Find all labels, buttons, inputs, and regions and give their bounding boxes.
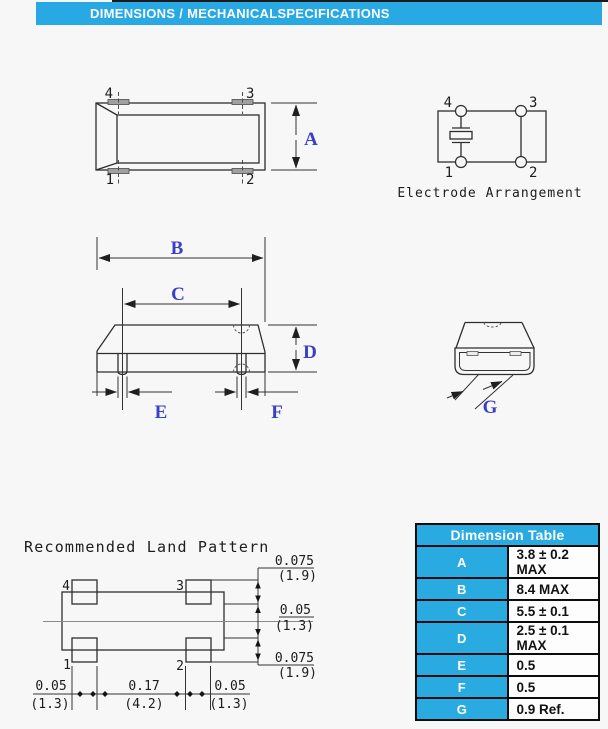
row-value: 0.5 [508,676,600,698]
table-row [416,698,599,720]
electrode-pin-3: 3 [529,95,538,111]
top-view-pin-1: 1 [105,172,114,188]
row-letter: F [416,676,508,698]
table-row [416,578,599,600]
row-letter: E [416,654,508,676]
table-row [416,622,599,654]
crystal-symbol [450,132,472,140]
electrode-arrangement-caption: Electrode Arrangement [397,186,583,201]
bottom-dim-0-inch: 0.05 [35,679,67,694]
land-pattern-drawing [24,538,317,712]
side-view-drawing [92,237,317,423]
row-value: 3.8 ± 0.2 MAX [508,546,600,578]
bottom-dim-0-mm: (1.3) [30,697,70,712]
row-value: 0.5 [508,654,600,676]
table-row [416,600,599,622]
row-letter: G [416,698,508,720]
top-view-pin-4: 4 [104,86,113,102]
right-dim-0-inch: 0.075 [274,554,314,569]
row-letter: B [416,578,508,600]
land-pin-3: 3 [176,579,184,594]
bottom-dim-2-mm: (1.3) [209,697,249,712]
top-view-pin-3: 3 [246,86,255,102]
row-letter: C [416,600,508,622]
bottom-dim-2-inch: 0.05 [214,679,246,694]
dimension-table-title: Dimension Table [416,524,599,546]
dimension-table [415,523,600,721]
electrode-pin-1: 1 [444,165,453,181]
table-header-row [416,524,599,546]
land-pin-4: 4 [62,579,70,594]
right-dim-1-mm: (1.3) [274,619,314,634]
top-view-drawing [96,86,318,188]
row-value: 8.4 MAX [508,578,600,600]
electrode-pin-4: 4 [443,95,452,111]
row-value: 0.9 Ref. [508,698,600,720]
bottom-perspective-drawing [447,323,534,419]
right-dim-1-inch: 0.05 [279,603,311,618]
dim-label-g: G [482,397,498,418]
land-pin-1: 1 [63,658,71,673]
dim-label-d: D [303,342,317,363]
row-letter: A [416,546,508,578]
land-pattern-title: Recommended Land Pattern [24,538,270,556]
section-title: DIMENSIONS / MECHANICALSPECIFICATIONS [90,6,390,21]
dim-label-b: B [170,238,184,259]
bottom-dim-1-inch: 0.17 [128,679,160,694]
electrode-arrangement-drawing [397,95,582,201]
top-view-pin-2: 2 [246,172,255,188]
bottom-dim-1-mm: (4.2) [124,697,164,712]
dim-label-a: A [304,129,318,150]
land-pin-2: 2 [176,659,184,674]
right-dim-2-mm: (1.9) [277,666,317,681]
right-dim-2-inch: 0.075 [274,651,314,666]
row-value: 5.5 ± 0.1 [508,600,600,622]
dim-label-c: C [171,284,185,305]
right-dim-0-mm: (1.9) [277,569,317,584]
table-row [416,676,599,698]
electrode-pin-2: 2 [529,165,538,181]
dim-label-f: F [271,402,283,423]
row-value: 2.5 ± 0.1 MAX [508,622,600,654]
table-row [416,546,599,578]
row-letter: D [416,622,508,654]
dim-label-e: E [154,402,168,423]
table-row [416,654,599,676]
